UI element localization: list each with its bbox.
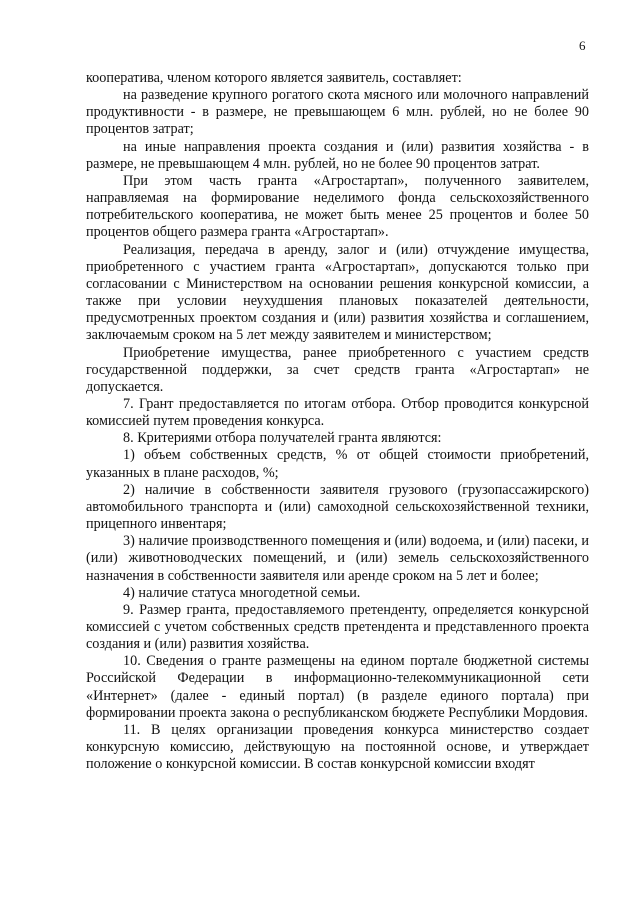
paragraph-item-8: 8. Критериями отбора получателей гранта являются: xyxy=(123,430,442,447)
page-number: 6 xyxy=(579,38,586,53)
paragraph-property-acquisition: Приобретение имущества, ранее приобретенного с участием средств государственной поддержки, за счет средств гранта «Агростартап» не допускается. xyxy=(86,344,589,395)
paragraph-indivisible-fund: При этом часть гранта «Агростартап», полученного заявителем, направляемая на формирование неделимого фонда сельскохозяйственного потребительского кооператива, не может быть менее 25 процентов и более 50 процентов общего размера гранта «Агростартап». xyxy=(86,172,589,241)
paragraph-item-11: 11. В целях организации проведения конкурса министерство создает конкурсную комиссию, действующую на постоянной основе, и утверждает положение о конкурсной комиссии. В состав конкурсной комиссии входят xyxy=(86,721,589,773)
paragraph-continuation: кооператива, членом которого является заявитель, составляет: xyxy=(86,70,462,86)
paragraph-criterion-4: 4) наличие статуса многодетной семьи. xyxy=(123,584,361,601)
paragraph-item-9: 9. Размер гранта, предоставляемого претенденту, определяется конкурсной комиссией с учетом собственных средств претендента и представленного проекта создания и (или) развития хозяйства. xyxy=(86,601,589,653)
paragraph-property-disposal: Реализация, передача в аренду, залог и (или) отчуждение имущества, приобретенного с участием гранта «Агростартап», допускаются только при согласовании с Министерством на основании решения конкурсной комиссии, а также при условии неухудшения плановых показателей деятельности, предусмотренных проектом создания и (или) развития хозяйства и соглашением, заключаемым сроком на 5 лет между заявителем и министерством; xyxy=(86,241,589,344)
paragraph-cattle-limit: на разведение крупного рогатого скота мясного или молочного направлений продуктивности - в размере, не превышающем 6 млн. рублей, но не более 90 процентов затрат; xyxy=(86,87,589,138)
paragraph-criterion-2: 2) наличие в собственности заявителя грузового (грузопассажирского) автомобильного транспорта и (или) самоходной сельскохозяйственной техники, прицепного инвентаря; xyxy=(86,481,589,533)
paragraph-criterion-1: 1) объем собственных средств, % от общей стоимости приобретений, указанных в плане расходов, %; xyxy=(86,447,589,481)
paragraph-item-10: 10. Сведения о гранте размещены на едином портале бюджетной системы Российской Федерации в информационно-телекоммуникационной сети «Интернет» (далее - единый портал) (в разделе единого портала) при формировании проекта закона о республиканском бюджете Республики Мордовия. xyxy=(86,653,589,721)
document-body xyxy=(86,70,589,773)
paragraph-criterion-3: 3) наличие производственного помещения и (или) водоема, и (или) пасеки, и (или) животноводческих помещений, и (или) земель сельскохозяйственного назначения в собственности заявителя или аренде сроком на 5 лет и более; xyxy=(86,533,589,584)
paragraph-item-7: 7. Грант предоставляется по итогам отбора. Отбор проводится конкурсной комиссией путем проведения конкурса. xyxy=(86,395,589,430)
paragraph-other-directions-limit: на иные направления проекта создания и (или) развития хозяйства - в размере, не превышающем 4 млн. рублей, но не более 90 процентов затрат. xyxy=(86,138,589,172)
